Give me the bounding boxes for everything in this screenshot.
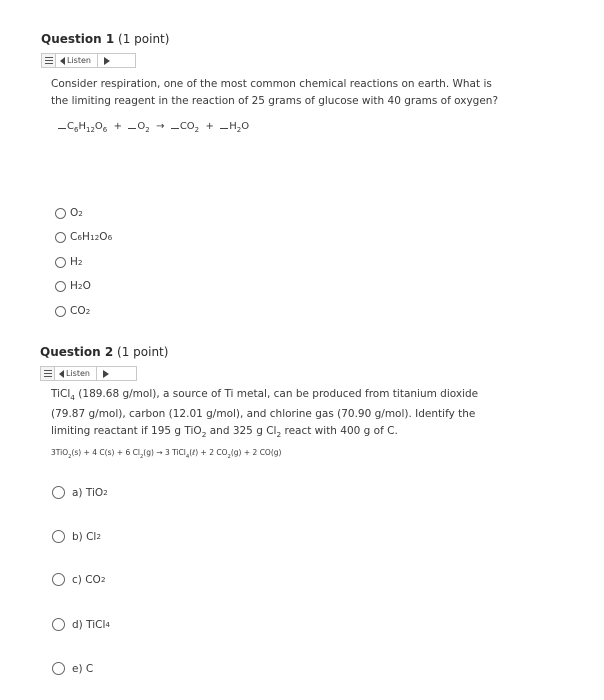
q1-prompt-line1: Consider respiration, one of the most common chemical reactions on earth. What is xyxy=(51,78,492,90)
q2-listen-button[interactable] xyxy=(55,367,97,380)
q1-option-4[interactable]: H 2 O xyxy=(55,280,91,292)
question-2-title xyxy=(40,345,168,359)
q1-option-3[interactable]: H 2 xyxy=(55,256,83,268)
radio-button[interactable] xyxy=(52,573,65,586)
question-1-title xyxy=(41,32,169,46)
q1-option-5[interactable]: CO 2 xyxy=(55,305,90,317)
radio-button[interactable] xyxy=(55,281,66,292)
q1-option-2[interactable]: C 6 H 12 O 6 xyxy=(55,231,112,243)
q2-option-b[interactable]: b) Cl 2 xyxy=(52,530,101,543)
question-1-heading: Question 1 xyxy=(41,32,115,46)
speaker-icon xyxy=(60,57,65,65)
radio-button[interactable] xyxy=(55,232,66,243)
q1-listen-label: Listen xyxy=(67,56,91,65)
radio-button[interactable] xyxy=(52,486,65,499)
q1-equation: $C_6H_{12}O_6 + O_2 \to CO_2 + H_2O$ xyxy=(58,121,249,134)
radio-button[interactable] xyxy=(55,306,66,317)
q2-prompt xyxy=(51,386,581,443)
q2-listen-bar xyxy=(40,366,137,381)
speaker-icon xyxy=(59,370,64,378)
radio-button[interactable] xyxy=(52,530,65,543)
q1-listen-bar xyxy=(41,53,136,68)
q2-prompt-line3: limiting reactant if 195 g TiO$_2$ and 325 g $Cl_2$ react with 400 g of C. xyxy=(51,425,398,439)
radio-button[interactable] xyxy=(55,257,66,268)
q2-listen-label: Listen xyxy=(66,369,90,378)
q2-prompt-line2: (79.87 g/mol), carbon (12.01 g/mol), and chlorine gas (70.90 g/mol). Identify the xyxy=(51,408,476,420)
question-1-points: (1 point) xyxy=(118,32,170,46)
q1-listen-button[interactable] xyxy=(56,54,98,67)
q1-play-button[interactable] xyxy=(98,54,116,67)
q2-option-e[interactable]: e) C xyxy=(52,662,93,675)
radio-button[interactable] xyxy=(52,618,65,631)
radio-button[interactable] xyxy=(55,208,66,219)
q2-play-button[interactable] xyxy=(97,367,115,380)
question-2-points: (1 point) xyxy=(117,345,169,359)
q1-prompt-line2: the limiting reagent in the reaction of 25 grams of glucose with 40 grams of oxygen? xyxy=(51,95,499,107)
q2-option-c[interactable]: c) CO 2 xyxy=(52,573,106,586)
radio-button[interactable] xyxy=(52,662,65,675)
play-icon xyxy=(104,57,110,65)
play-icon xyxy=(103,370,109,378)
q2-prompt-line1: TiCl$_4$ (189.68 g/mol), a source of Ti metal, can be produced from titanium dioxide xyxy=(51,388,479,402)
q1-prompt xyxy=(51,76,571,110)
q1-menu-icon[interactable] xyxy=(42,54,56,67)
q2-equation: 3TiO$_2$(s) + 4 C(s) + 6 $Cl_2(g) \to 3$ TiCl$_4$(ℓ) + 2 $CO_2(g) + 2$ CO(g) xyxy=(51,448,282,460)
q2-menu-icon[interactable] xyxy=(41,367,55,380)
q2-option-a[interactable]: a) TiO 2 xyxy=(52,486,108,499)
q2-option-d[interactable]: d) TiCl 4 xyxy=(52,618,110,631)
q1-option-1[interactable]: O 2 xyxy=(55,207,83,219)
question-2-heading: Question 2 xyxy=(40,345,114,359)
